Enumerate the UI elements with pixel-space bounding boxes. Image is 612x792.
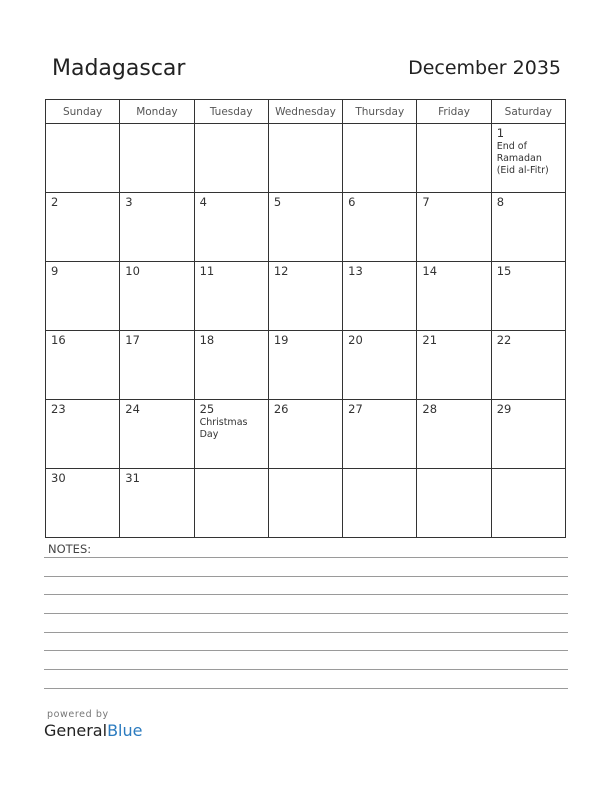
day-number: 29	[496, 402, 512, 416]
day-number: 22	[496, 333, 512, 347]
day-cell	[491, 331, 565, 400]
week-row	[46, 331, 566, 400]
day-cell	[417, 124, 491, 193]
day-cell	[194, 400, 268, 469]
day-cell	[120, 331, 194, 400]
weekday-header: Wednesday	[268, 100, 342, 124]
day-number: 10	[125, 264, 140, 278]
note-line	[44, 669, 568, 670]
day-cell	[46, 469, 120, 538]
weekday-header: Saturday	[491, 100, 565, 124]
day-cell	[343, 469, 417, 538]
day-cell	[417, 331, 491, 400]
brand-name-part1: General	[44, 721, 108, 740]
day-cell	[268, 193, 342, 262]
day-cell	[194, 469, 268, 538]
day-cell	[46, 193, 120, 262]
day-number: 18	[199, 333, 215, 347]
note-line	[44, 688, 568, 689]
day-cell	[46, 262, 120, 331]
day-number: 4	[199, 195, 207, 209]
day-number: 13	[348, 264, 363, 278]
day-cell	[194, 262, 268, 331]
week-row	[46, 193, 566, 262]
week-row	[46, 469, 566, 538]
day-number: 3	[125, 195, 133, 209]
day-number: 12	[273, 264, 289, 278]
day-cell	[46, 331, 120, 400]
day-cell	[343, 193, 417, 262]
note-line	[44, 576, 568, 577]
day-number: 24	[125, 402, 140, 416]
day-cell	[194, 193, 268, 262]
day-cell	[46, 124, 120, 193]
day-number: 31	[125, 471, 140, 485]
day-number: 21	[422, 333, 438, 347]
day-cell	[46, 400, 120, 469]
weekday-header-row	[46, 100, 566, 124]
day-number: 7	[422, 195, 430, 209]
day-cell	[491, 193, 565, 262]
day-number: 9	[51, 264, 59, 278]
note-line	[44, 613, 568, 614]
note-line	[44, 632, 568, 633]
day-cell	[194, 124, 268, 193]
day-number: 27	[348, 402, 363, 416]
day-number: 2	[51, 195, 59, 209]
day-cell	[417, 262, 491, 331]
day-cell	[268, 331, 342, 400]
day-cell	[120, 469, 194, 538]
day-number: 5	[273, 195, 282, 209]
week-row	[46, 262, 566, 331]
day-number: 28	[422, 402, 438, 416]
day-cell	[417, 193, 491, 262]
day-number: 17	[125, 333, 140, 347]
month-year-title: December 2035	[408, 57, 561, 79]
day-number: 8	[496, 195, 505, 209]
day-cell	[491, 262, 565, 331]
day-number: 30	[51, 471, 66, 485]
day-number: 11	[199, 264, 215, 278]
day-cell	[491, 124, 565, 193]
brand-name-part2: Blue	[107, 721, 143, 740]
day-cell	[268, 262, 342, 331]
day-cell	[268, 124, 342, 193]
weekday-header: Tuesday	[194, 100, 268, 124]
note-line	[44, 650, 568, 651]
weekday-header: Thursday	[343, 100, 417, 124]
day-number: 25	[199, 402, 215, 416]
week-row	[46, 124, 566, 193]
day-cell	[343, 331, 417, 400]
day-cell	[120, 124, 194, 193]
day-number: 1	[496, 126, 505, 140]
day-cell	[343, 262, 417, 331]
weekday-header: Monday	[120, 100, 194, 124]
day-cell	[194, 331, 268, 400]
week-row	[46, 400, 566, 469]
note-line	[44, 557, 568, 558]
day-cell	[120, 262, 194, 331]
holiday-label: Christmas Day	[199, 417, 248, 440]
day-number: 16	[51, 333, 66, 347]
day-cell	[268, 400, 342, 469]
day-cell	[417, 469, 491, 538]
day-number: 20	[348, 333, 363, 347]
weekday-header: Friday	[417, 100, 491, 124]
day-number: 6	[348, 195, 356, 209]
note-line	[44, 594, 568, 595]
day-cell	[491, 469, 565, 538]
brand-logo	[44, 721, 142, 740]
day-cell	[120, 193, 194, 262]
day-cell	[491, 400, 565, 469]
day-cell	[268, 469, 342, 538]
day-cell	[120, 400, 194, 469]
weekday-header: Sunday	[46, 100, 120, 124]
day-number: 15	[496, 264, 512, 278]
day-cell	[343, 400, 417, 469]
day-cell	[343, 124, 417, 193]
day-number: 26	[273, 402, 289, 416]
notes-label: NOTES:	[48, 542, 92, 556]
day-cell	[417, 400, 491, 469]
powered-by-text: powered by	[47, 709, 109, 720]
day-number: 23	[51, 402, 66, 416]
day-number: 19	[273, 333, 289, 347]
country-title: Madagascar	[52, 56, 186, 81]
calendar-grid	[45, 99, 566, 538]
holiday-label: End of Ramadan (Eid al-Fitr)	[496, 141, 549, 176]
day-number: 14	[422, 264, 438, 278]
